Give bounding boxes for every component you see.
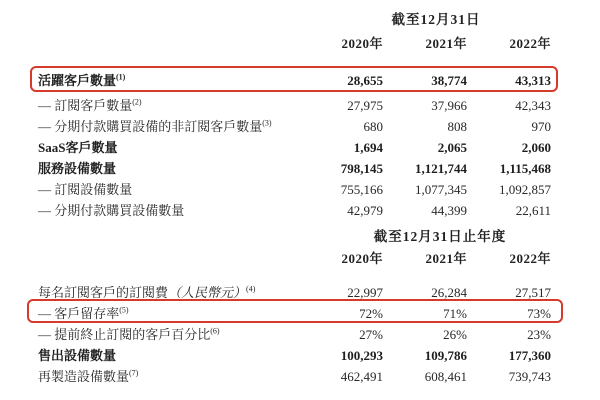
table-row <box>38 95 551 116</box>
row-label: — 訂閱客戶數量$^{(2)}$ <box>38 97 142 113</box>
row-value: 43,313 <box>515 73 551 88</box>
row-value: 37,966 <box>431 98 467 113</box>
row-value: 1,121,744 <box>415 161 467 176</box>
row-value: 100,293 <box>340 348 383 363</box>
row-label: — 分期付款購買設備的非訂閱客戶數量$^{(3)}$ <box>38 118 272 134</box>
row-value: 1,115,468 <box>499 161 551 176</box>
row-value: 27% <box>359 327 383 342</box>
table-row <box>38 116 551 137</box>
table-row <box>38 303 551 324</box>
year-header-spacer <box>38 250 299 268</box>
row-value: 2,065 <box>437 140 467 155</box>
row-value: 42,343 <box>515 98 551 113</box>
table-row <box>38 345 551 366</box>
table-row <box>38 137 551 158</box>
row-footnote-marker: (1) <box>116 72 126 82</box>
row-value: 970 <box>531 119 551 134</box>
row-value: 28,655 <box>347 73 383 88</box>
row-value: 109,786 <box>424 348 467 363</box>
row-label: 售出設備數量 <box>38 348 117 363</box>
row-value: 27,517 <box>515 285 551 300</box>
row-value: 22,997 <box>347 285 383 300</box>
year-column-2022: 2022年 <box>509 251 551 266</box>
row-value: 755,166 <box>340 182 383 197</box>
table-row <box>38 324 551 345</box>
year-header-row-section1 <box>38 35 551 53</box>
row-value: 739,743 <box>508 369 551 384</box>
period-header-section2: 截至12月31日止年度 <box>373 229 507 244</box>
row-value: 44,399 <box>431 203 467 218</box>
section2-rows <box>38 282 551 387</box>
row-value: 26% <box>443 327 467 342</box>
row-value: 798,145 <box>340 161 383 176</box>
table-row <box>38 282 551 303</box>
row-value: 38,774 <box>431 73 467 88</box>
table-row <box>38 200 551 221</box>
row-label: 每名訂閱客戶的訂閱費（人民幣元）$^{(4)}$ <box>38 284 256 300</box>
row-value: 42,979 <box>347 203 383 218</box>
row-label-italic: （人民幣元） <box>168 285 247 300</box>
row-value: 808 <box>447 119 467 134</box>
row-footnote-marker: (5) <box>119 305 129 315</box>
row-value: 1,077,345 <box>415 182 467 197</box>
row-label: SaaS客戶數量 <box>38 140 118 155</box>
period-header-section1: 截至12月31日 <box>391 12 481 27</box>
row-value: 22,611 <box>515 203 551 218</box>
row-value: 462,491 <box>340 369 383 384</box>
row-footnote-marker: (2) <box>132 97 142 107</box>
row-value: 26,284 <box>431 285 467 300</box>
row-label: — 客戶留存率$^{(5)}$ <box>38 305 129 321</box>
table-row <box>38 158 551 179</box>
year-column-2021: 2021年 <box>425 251 467 266</box>
year-column-2021: 2021年 <box>425 36 467 51</box>
row-value: 72% <box>359 306 383 321</box>
row-footnote-marker: (6) <box>210 326 220 336</box>
table-row <box>38 70 551 91</box>
year-column-2020: 2020年 <box>341 36 383 51</box>
row-footnote-marker: (4) <box>246 284 256 294</box>
row-label: — 分期付款購買設備數量 <box>38 203 185 218</box>
row-label: — 提前終止訂閱的客戶百分比$^{(6)}$ <box>38 326 220 342</box>
row-label: 服務設備數量 <box>38 161 117 176</box>
row-value: 27,975 <box>347 98 383 113</box>
row-value: 177,360 <box>508 348 551 363</box>
row-value: 73% <box>527 306 551 321</box>
section1-rows <box>38 70 551 221</box>
row-value: 680 <box>363 119 383 134</box>
year-header-spacer <box>38 35 299 53</box>
table-row <box>38 366 551 387</box>
year-column-2020: 2020年 <box>341 251 383 266</box>
row-label: 活躍客戶數量$^{(1)}$ <box>38 72 126 88</box>
year-header-row-section2 <box>38 250 551 268</box>
row-value: 2,060 <box>521 140 551 155</box>
row-footnote-marker: (7) <box>129 368 139 378</box>
row-footnote-marker: (3) <box>262 118 272 128</box>
row-value: 23% <box>527 327 551 342</box>
row-label: — 訂閱設備數量 <box>38 182 133 197</box>
row-value: 71% <box>443 306 467 321</box>
table-row <box>38 179 551 200</box>
row-value: 1,092,857 <box>499 182 551 197</box>
row-label: 再製造設備數量$^{(7)}$ <box>38 368 139 384</box>
row-value: 1,694 <box>353 140 383 155</box>
year-column-2022: 2022年 <box>509 36 551 51</box>
row-value: 608,461 <box>424 369 467 384</box>
